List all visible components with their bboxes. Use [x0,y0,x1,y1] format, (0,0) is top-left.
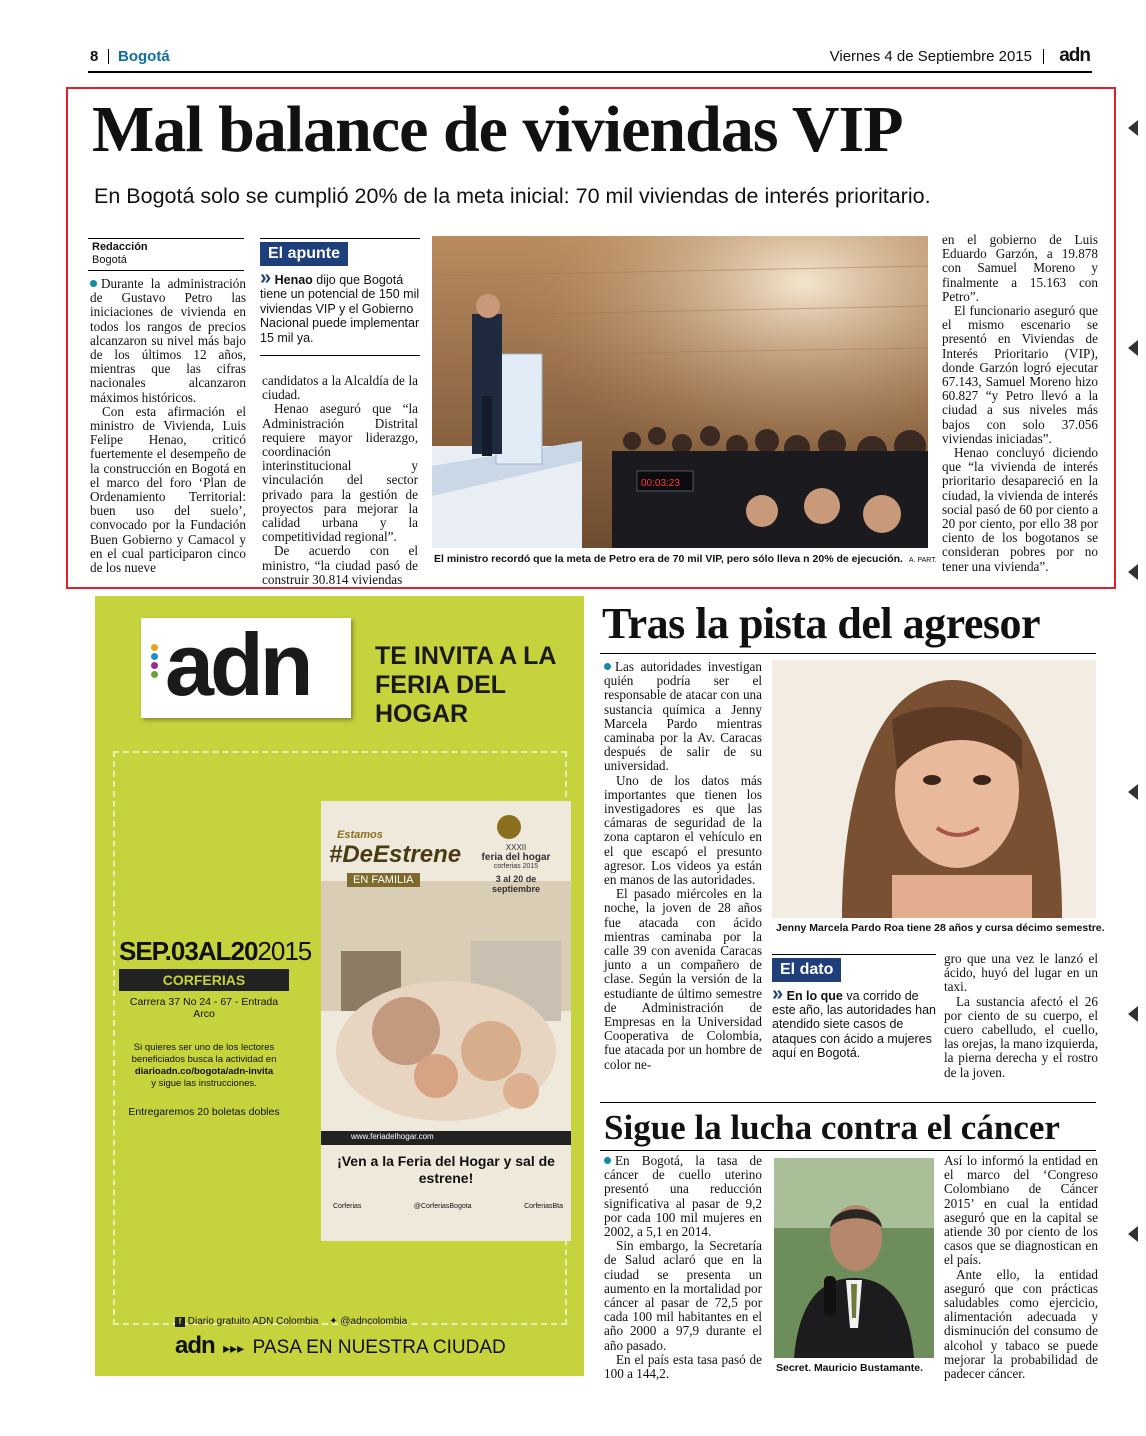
apunte-title: El apunte [260,242,348,266]
double-chevron-icon: » [260,267,272,289]
article-cancer-col1 [604,1154,762,1381]
adn-advertisement [95,596,584,1376]
colored-dots-icon [151,642,161,680]
ad-prize: Entregaremos 20 boletas dobles [128,1106,280,1118]
article-paragraph: en el gobierno de Luis Eduardo Garzón, a 19.878 con Samuel Moreno y finalmente a 15.163 con Petro”. [942,232,1098,304]
apunte-box [260,238,420,356]
edge-markers [1128,0,1146,1436]
headline-cancer-rule [600,1150,1096,1151]
victim-photo [772,660,1096,918]
article-paragraph: gro que una vez le lanzó el ácido, huyó del lugar en un taxi. [944,951,1098,995]
article-vip-col2 [262,374,418,587]
headline-agresor-rule [600,653,1096,654]
article-agresor-col3 [944,952,1098,1080]
article-cancer-col3 [944,1154,1098,1381]
subheadline-vip: En Bogotá solo se cumplió 20% de la meta inicial: 70 mil viviendas de interés prioritario. [94,184,931,208]
article-paragraph: La sustancia afectó el 26 por ciento de su cuerpo, el cuero cabelludo, el cuello, las orejas, la mano izquierda, la pierna derecha y el rostro de la joven. [944,993,1098,1080]
article-paragraph: El pasado miércoles en la noche, la joven de 28 años fue atacada con ácido mientras caminaba por la calle 39 con avenida Caracas junto a un compañero de clase. Según la versión de la estudiante de último semestre de Administración de Empresas en la Universidad Cooperativa de Colombia, fue atacada por un hombre de color ne- [604,886,762,1072]
article-paragraph: En Bogotá, la tasa de cáncer de cuello uterino presentó una reducción significativa al pasar de 9,2 por cada 100 mil mujeres en 2002, a 5,1 en 2014. [604,1153,762,1240]
article-paragraph: Henao concluyó diciendo que “la vivienda de interés prioritario desapareció en la ciudad, la vivienda de interés social pasó de 60 por ciento a 20 por ciento, por ello 38 por ciento de los bogotanos se consideran pobres por no tener una vivienda”. [942,445,1099,574]
facebook-icon-label[interactable]: Corferias [333,1203,362,1210]
ad-link[interactable]: diarioadn.co/bogota/adn-invita [134,1066,274,1077]
ad-venue: CORFERIAS [119,969,289,991]
page-header [88,44,1092,70]
photo-caption-vip: El ministro recordó que la meta de Petro era de 70 mil VIP, pero sólo lleva n 20% de ejecución. A. PART. [434,553,937,565]
byline [92,241,148,267]
ad-invite: TE INVITA A LA FERIA DEL HOGAR [375,642,556,728]
article-paragraph: Durante la administración de Gustavo Petro las iniciaciones de vivienda en todos los rangos de precios alcanzaron su nivel más bajo de los últimos 12 años, mientras que las cifras nacionales alcanzaron máximos históricos. [90,276,246,405]
byline-rule [88,238,244,239]
article3-top-rule [600,1102,1096,1103]
ad-logo: adn [165,615,310,714]
twitter-icon: ✦ [329,1316,338,1327]
article-vip-col1 [90,277,246,575]
article-paragraph: candidatos a la Alcaldía de la ciudad. [262,373,418,403]
poster-url[interactable]: www.feriadelhogar.com [351,1132,434,1141]
facebook-icon: f [175,1317,185,1327]
minister-podium-photo [432,236,928,548]
dato-box [772,954,936,1060]
screen-clock: 00:03:23 [641,478,680,489]
article-paragraph: Uno de los datos más importantes que tienen los investigadores es que las cámaras de seguridad de la zona captaron el vehículo en el que escapó el presunto agresor. Los videos ya están en manos de las autoridades. [604,772,762,888]
conference-illustration [432,236,928,548]
poster-social [333,1203,563,1210]
page-number: 8 [90,48,99,65]
article-paragraph: El funcionario aseguró que el mismo escenario se presentó en Viviendas de Interés Prioritario (VIP), donde Garzón logró ejecutar 67.143, Samuel Moreno hizo 60.827 “y Petro llevó a la ciudad a sus niveles más bajos con solo 37.056 viviendas iniciadas”. [942,303,1098,446]
article-paragraph: Ante ello, la entidad aseguró que con prácticas saludables como ejercicio, alimentación adecuada y disminución del consumo de alcohol y tabaco se puede mejorar la probabilidad de padecer cáncer. [944,1266,1098,1382]
article-paragraph: En el país esta tasa pasó de 100 a 144,2. [604,1351,762,1382]
portrait-illustration [772,660,1096,918]
issue-date: Viernes 4 de Septiembre 2015 [829,48,1032,65]
bullet-icon [90,280,97,287]
section-name: Bogotá [118,48,170,65]
photo-credit: A. PART. [908,557,937,564]
photo-caption-victim: Jenny Marcela Pardo Roa tiene 28 años y cursa décimo semestre. [776,922,1105,934]
adn-logo-card [141,615,351,718]
poster-banner: EN FAMILIA [347,873,420,887]
instagram-icon-label[interactable]: CorferiasBta [524,1203,563,1210]
twitter-icon-label[interactable]: @CorferiasBogota [413,1203,472,1210]
ad-date-block: SEP.03AL202015 CORFERIAS Carrera 37 No 24 - 67 - Entrada Arco Si quieres ser uno de los lectores beneficiados busca la actividad en diarioadn.co/bogota/adn-invita y sigue las instrucciones. Entregaremos 20 boletas dobles [119,936,312,1118]
headline-cancer: Sigue la lucha contra el cáncer [604,1108,1060,1147]
article-vip-col3 [942,233,1098,574]
apunte-bold: Henao [274,273,313,287]
article-paragraph: Así lo informó la entidad en el marco del ‘Congreso Colombiano de Cáncer 2015’ en cual la entidad aseguró que en la capital se atiende 30 por ciento de los casos que se diagnostican en el país. [944,1153,1098,1268]
byline-city: Bogotá [92,254,127,266]
poster-fair-block: XXXII feria del hogar corferias 2015 3 al 20 de septiembre [481,843,551,894]
adn-logo: adn [1059,45,1090,66]
article-paragraph: Sin embargo, la Secretaría de Salud aclaró que en la ciudad se presenta un aumento en la mortalidad por cáncer al pasar de 72,5 por cada 100 mil habitantes en el año 2000 a 97,9 durante el año pasado. [604,1238,762,1353]
dato-text: va corrido de este año, las autoridades han atendido siete casos de ataques con ácido a mujeres aquí en Bogotá. [772,989,937,1060]
poster-small: Estamos [337,829,383,841]
byline-rule-bottom [88,270,244,271]
article-agresor-col1 [604,660,762,1072]
article-paragraph: Las autoridades investigan quién podría ser el responsable de atacar con una sustancia química a Jenny Marcela Pardo mientras caminaba por la Av. Caracas después de salir de su universidad. [604,659,762,774]
poster-hashtag: #DeEstrene [329,841,462,868]
double-chevron-icon: » [772,983,784,1005]
poster-cta: ¡Ven a la Feria del Hogar y sal de estrene! [337,1153,555,1186]
ad-address: Carrera 37 No 24 - 67 - Entrada Arco [129,996,279,1020]
bullet-icon [604,663,611,670]
apunte-text: dijo que Bogotá tiene un potencial de 150 mil viviendas VIP y el Gobierno Nacional puede implementar 15 mil ya. [260,273,420,345]
article-paragraph: De acuerdo con el ministro, “la ciudad pasó de construir 30.814 viviendas [262,543,418,587]
headline-agresor: Tras la pista del agresor [602,599,1041,648]
dato-bold: En lo que [786,989,843,1003]
header-rule [88,71,1092,73]
secretary-photo [774,1158,934,1358]
ad-footer: f Diario gratuito ADN Colombia ✦ @adncolombia [175,1316,575,1327]
feria-poster [321,801,571,1241]
arrows-icon: ▸▸▸ [223,1340,245,1356]
byline-author: Redacción [92,241,148,253]
feria-house-icon [497,815,521,839]
speaker-illustration [774,1158,934,1358]
bullet-icon [604,1157,611,1164]
headline-vip: Mal balance de viviendas VIP [92,93,903,166]
ad-slogan-row: adn ▸▸▸ PASA EN NUESTRA CIUDAD [175,1332,506,1359]
article-paragraph: Henao aseguró que “la Administración Distrital requiere mayor liderazgo, coordinación interinstitucional y vinculación del sector privado para la gestión de proyectos para mejorar la calidad urbana y la competitividad regional”. [262,401,418,545]
article-paragraph: Con esta afirmación el ministro de Vivienda, Luis Felipe Henao, criticó fuertemente el desempeño de la construcción en Bogotá en el marco del foro ‘Plan de Ordenamiento Territorial: buen uso del suelo’, convocado por la Fundación Buen Gobierno y Camacol y en el cual participaron cinco de los nueve [90,403,246,576]
photo-caption-secretary: Secret. Mauricio Bustamante. [776,1362,924,1374]
dato-title: El dato [772,958,841,982]
